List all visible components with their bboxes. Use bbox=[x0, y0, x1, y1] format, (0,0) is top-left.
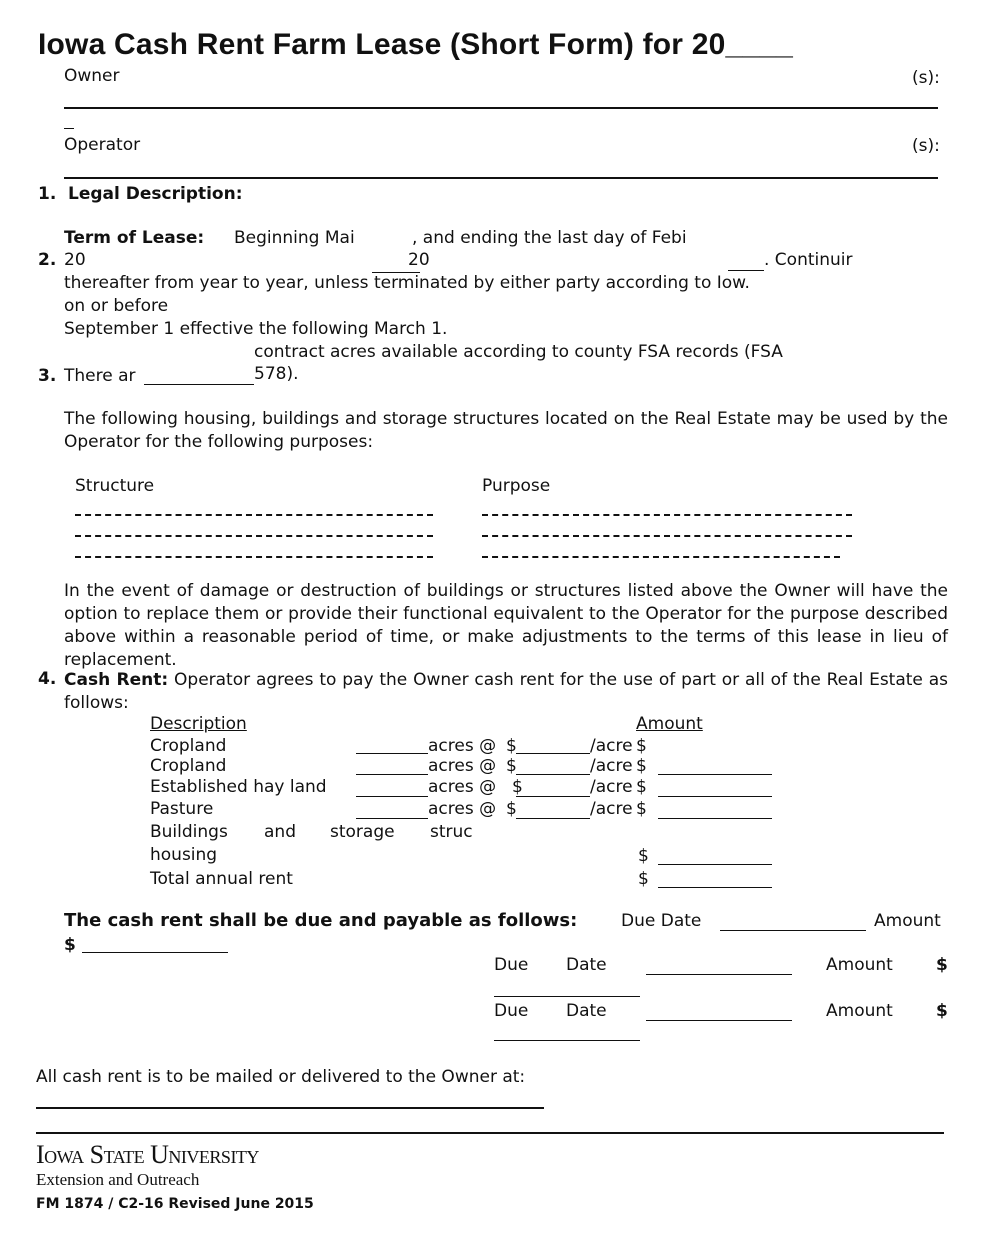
due-2-dollar: $ bbox=[936, 955, 948, 975]
purpose-line-3[interactable] bbox=[482, 556, 840, 558]
rent-row-4-label: Pasture bbox=[150, 799, 214, 819]
rent-row-2-dollar: $ bbox=[506, 756, 517, 776]
operator-label: Operator bbox=[64, 135, 141, 155]
purpose-line-2[interactable] bbox=[482, 535, 852, 537]
term-line5: September 1 effective the following March 1. bbox=[64, 319, 448, 339]
item1-number: 1. bbox=[38, 184, 57, 204]
contract-acres-blank[interactable] bbox=[144, 384, 254, 385]
term-line4: on or before bbox=[64, 296, 169, 316]
housing-amount-blank[interactable] bbox=[658, 864, 772, 865]
contract-acres-line2: 578). bbox=[254, 364, 299, 384]
term-year-blank[interactable] bbox=[728, 270, 764, 271]
housing-paragraph: The following housing, buildings and storage structures located on the Real Estate may be used by the Operator for the following purposes: bbox=[64, 409, 948, 452]
rent-row-4-rate-blank[interactable] bbox=[516, 818, 590, 819]
term-line3: thereafter from year to year, unless terminated by either party according to Iow. bbox=[64, 273, 750, 293]
due-3-dollar: $ bbox=[936, 1001, 948, 1021]
rent-row-1-per: /acre bbox=[590, 736, 633, 756]
housing-label: housing bbox=[150, 845, 218, 865]
rent-row-1-label: Cropland bbox=[150, 736, 227, 756]
footer-divider bbox=[36, 1132, 944, 1134]
due-2-date-blank[interactable] bbox=[646, 974, 792, 975]
form-id: FM 1874 / C2-16 Revised June 2015 bbox=[36, 1196, 314, 1212]
rent-row-1-acres-blank[interactable] bbox=[356, 753, 428, 754]
rent-row-2-acres-blank[interactable] bbox=[356, 774, 428, 775]
legal-description-label: Legal Description: bbox=[68, 184, 243, 204]
mailed-address-line[interactable] bbox=[36, 1107, 544, 1109]
structure-line-2[interactable] bbox=[75, 535, 433, 537]
university-logo-text: Iowa State University bbox=[36, 1140, 259, 1169]
rent-row-4-amount-dollar: $ bbox=[636, 799, 647, 819]
rent-row-2-rate-blank[interactable] bbox=[516, 774, 590, 775]
due-3-amount-label: Amount bbox=[826, 1001, 893, 1021]
damage-paragraph: In the event of damage or destruction of buildings or structures listed above the Owner will have the option to replace them or provide their functional equivalent to the Operator for the purpose described above within a reasonable period of time, or make adjustments to the terms of this lease in lieu of replacement. bbox=[64, 581, 948, 670]
rent-row-3-label: Established hay land bbox=[150, 777, 327, 797]
operator-mark bbox=[64, 128, 74, 129]
purpose-line-1[interactable] bbox=[482, 514, 852, 516]
rent-row-2-amount-dollar: $ bbox=[636, 756, 647, 776]
structure-header: Structure bbox=[75, 476, 155, 496]
operator-suffix: (s): bbox=[912, 136, 940, 156]
buildings-word-3: storage bbox=[330, 822, 395, 842]
payable-amount: Amount bbox=[874, 911, 941, 931]
amount-header: Amount bbox=[636, 714, 703, 734]
housing-dollar: $ bbox=[638, 846, 649, 866]
rent-row-2-per: /acre bbox=[590, 756, 633, 776]
item3-number: 3. bbox=[38, 366, 57, 386]
due-3-label: Due bbox=[494, 1001, 529, 1021]
extension-label: Extension and Outreach bbox=[36, 1170, 200, 1189]
cash-rent-text: Operator agrees to pay the Owner cash rent for the use of part or all of the Real Estate as follows: bbox=[64, 670, 948, 713]
buildings-word-4: struc bbox=[430, 822, 473, 842]
item2-number: 2. bbox=[38, 250, 57, 270]
term-year-a: 20 bbox=[64, 250, 86, 270]
total-annual-rent-label: Total annual rent bbox=[150, 869, 293, 889]
rent-row-3-amount-blank[interactable] bbox=[658, 796, 772, 797]
term-ending: , and ending the last day of Febi bbox=[412, 228, 687, 248]
due-2-amount-label: Amount bbox=[826, 955, 893, 975]
payable-due-date: Due Date bbox=[621, 911, 702, 931]
rent-row-3-acres: acres @ bbox=[428, 777, 497, 797]
cash-rent-paragraph bbox=[64, 669, 948, 715]
term-of-lease-label: Term of Lease: bbox=[64, 228, 205, 248]
total-dollar: $ bbox=[638, 869, 649, 889]
rent-row-1-dollar: $ bbox=[506, 736, 517, 756]
payable-amount-blank[interactable] bbox=[82, 952, 228, 953]
total-amount-blank[interactable] bbox=[658, 887, 772, 888]
rent-row-1-amount-dollar: $ bbox=[636, 736, 647, 756]
buildings-word-2: and bbox=[264, 822, 296, 842]
due-2-date-label: Date bbox=[566, 955, 607, 975]
payable-label: The cash rent shall be due and payable as follows: bbox=[64, 910, 578, 931]
rent-row-4-amount-blank[interactable] bbox=[658, 818, 772, 819]
rent-row-4-acres-blank[interactable] bbox=[356, 818, 428, 819]
due-3-date-label: Date bbox=[566, 1001, 607, 1021]
purpose-header: Purpose bbox=[482, 476, 551, 496]
form-title: Iowa Cash Rent Farm Lease (Short Form) for 20____ bbox=[38, 28, 794, 61]
term-year-b: 20 bbox=[408, 250, 430, 270]
due-2-amount-blank[interactable] bbox=[494, 996, 640, 997]
description-header: Description bbox=[150, 714, 247, 734]
item4-number: 4. bbox=[38, 669, 57, 689]
owner-label: Owner bbox=[64, 66, 120, 86]
rent-row-3-amount-dollar: $ bbox=[636, 777, 647, 797]
due-3-date-blank[interactable] bbox=[646, 1020, 792, 1021]
structure-line-3[interactable] bbox=[75, 556, 433, 558]
contract-acres-prefix: There ar bbox=[64, 366, 136, 386]
owner-suffix: (s): bbox=[912, 68, 940, 88]
rent-row-4-acres: acres @ bbox=[428, 799, 497, 819]
due-3-amount-blank[interactable] bbox=[494, 1040, 640, 1041]
rent-row-2-amount-blank[interactable] bbox=[658, 774, 772, 775]
mailed-label: All cash rent is to be mailed or delivered to the Owner at: bbox=[36, 1067, 526, 1087]
rent-row-3-rate-blank[interactable] bbox=[516, 796, 590, 797]
rent-row-1-acres: acres @ bbox=[428, 736, 497, 756]
term-continuing: . Continuir bbox=[764, 250, 853, 270]
payable-dollar: $ bbox=[64, 935, 76, 955]
rent-row-3-per: /acre bbox=[590, 777, 633, 797]
due-2-label: Due bbox=[494, 955, 529, 975]
rent-row-2-acres: acres @ bbox=[428, 756, 497, 776]
rent-row-4-per: /acre bbox=[590, 799, 633, 819]
term-beginning: Beginning Mai bbox=[234, 228, 355, 248]
structure-line-1[interactable] bbox=[75, 514, 433, 516]
rent-row-1-rate-blank[interactable] bbox=[516, 753, 590, 754]
rent-row-2-label: Cropland bbox=[150, 756, 227, 776]
cash-rent-label: Cash Rent: bbox=[64, 670, 169, 690]
buildings-word-1: Buildings bbox=[150, 822, 228, 842]
rent-row-4-dollar: $ bbox=[506, 799, 517, 819]
rent-row-3-dollar: $ bbox=[512, 777, 523, 797]
owner-line[interactable] bbox=[64, 107, 938, 109]
contract-acres-line1: contract acres available according to county FSA records (FSA bbox=[254, 342, 783, 362]
payable-due-date-blank[interactable] bbox=[720, 930, 866, 931]
operator-line[interactable] bbox=[64, 177, 938, 179]
rent-row-3-acres-blank[interactable] bbox=[356, 796, 428, 797]
